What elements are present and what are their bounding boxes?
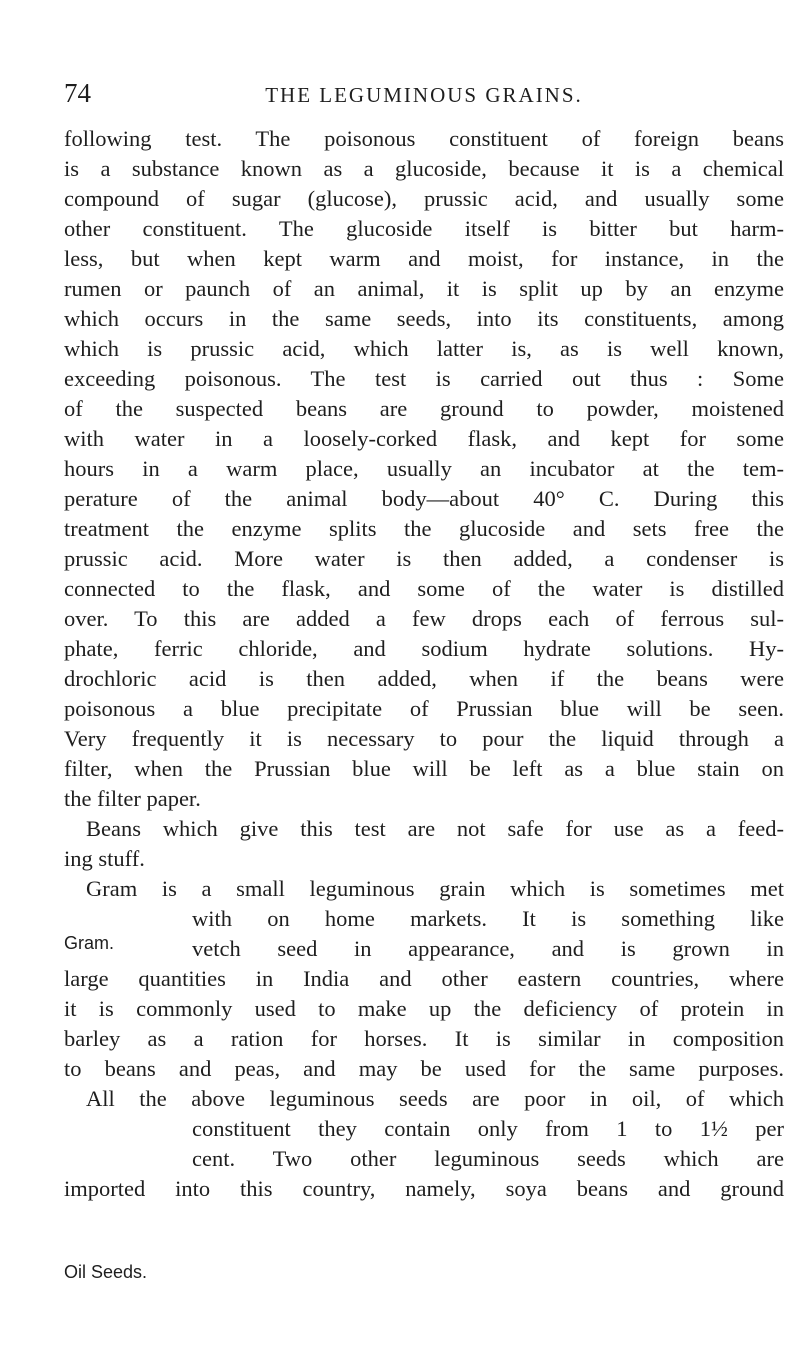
text-line: with on home markets. It is something like (192, 906, 784, 931)
text-line: other constituent. The glucoside itself is bitter but harm- (64, 216, 784, 241)
text-line: following test. The poisonous constituent of foreign beans (64, 126, 784, 151)
text-line: large quantities in India and other eastern countries, where (64, 966, 784, 991)
text-line: Beans which give this test are not safe for use as a feed- (86, 816, 784, 841)
text-line: over. To this are added a few drops each of ferrous sul- (64, 606, 784, 631)
text-line: rumen or paunch of an animal, it is split up by an enzyme (64, 276, 784, 301)
text-line: less, but when kept warm and moist, for instance, in the (64, 246, 784, 271)
sidenote-oil-seeds: Oil Seeds. (64, 1262, 148, 1282)
text-line: ing stuff. (64, 846, 145, 871)
text-line: All the above leguminous seeds are poor in oil, of which (86, 1086, 784, 1111)
text-line: imported into this country, namely, soya beans and ground (64, 1176, 784, 1201)
text-line: compound of sugar (glucose), prussic acid, and usually some (64, 186, 784, 211)
text-line: poisonous a blue precipitate of Prussian blue will be seen. (64, 696, 784, 721)
text-line: cent. Two other leguminous seeds which are (192, 1146, 784, 1171)
text-line: filter, when the Prussian blue will be left as a blue stain on (64, 756, 784, 781)
text-line: which occurs in the same seeds, into its constituents, among (64, 306, 784, 331)
text-line: perature of the animal body—about 40° C. During this (64, 486, 784, 511)
page-number: 74 (64, 78, 91, 108)
text-line: exceeding poisonous. The test is carried out thus : Some (64, 366, 784, 391)
text-line: phate, ferric chloride, and sodium hydrate solutions. Hy- (64, 636, 784, 661)
text-line: Very frequently it is necessary to pour the liquid through a (64, 726, 784, 751)
text-line: to beans and peas, and may be used for the same purposes. (64, 1056, 784, 1081)
running-title: THE LEGUMINOUS GRAINS. (265, 83, 583, 107)
text-line: connected to the flask, and some of the water is distilled (64, 576, 784, 601)
text-line: the filter paper. (64, 786, 201, 811)
text-line: treatment the enzyme splits the glucoside and sets free the (64, 516, 784, 541)
text-line: constituent they contain only from 1 to 1½ per (192, 1116, 784, 1141)
text-line: hours in a warm place, usually an incubator at the tem- (64, 456, 784, 481)
text-line: Gram is a small leguminous grain which is sometimes met (86, 876, 784, 901)
text-line: is a substance known as a glucoside, because it is a chemical (64, 156, 784, 181)
text-line: it is commonly used to make up the deficiency of protein in (64, 996, 784, 1021)
text-line: which is prussic acid, which latter is, as is well known, (64, 336, 784, 361)
body-text (64, 124, 784, 1204)
text-line: of the suspected beans are ground to powder, moistened (64, 396, 784, 421)
sidenote-gram: Gram. (64, 933, 115, 953)
text-line: barley as a ration for horses. It is similar in composition (64, 1026, 784, 1051)
running-head (64, 78, 784, 112)
text-line: drochloric acid is then added, when if the beans were (64, 666, 784, 691)
text-line: vetch seed in appearance, and is grown in (192, 936, 784, 961)
text-line: with water in a loosely-corked flask, and kept for some (64, 426, 784, 451)
text-line: prussic acid. More water is then added, a condenser is (64, 546, 784, 571)
